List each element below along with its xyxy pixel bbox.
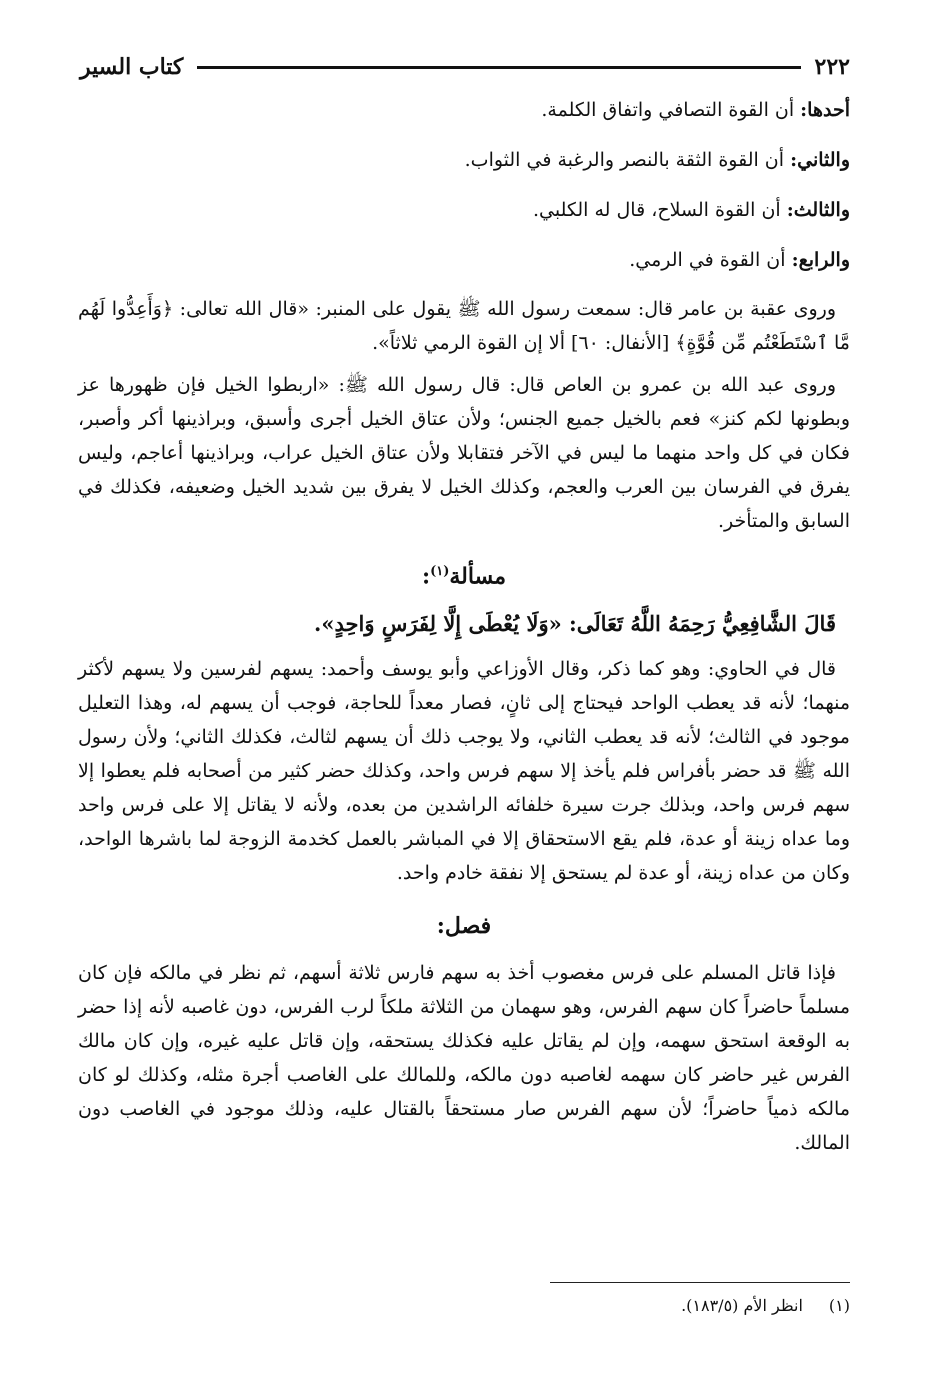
hawi-paragraph: قال في الحاوي: وهو كما ذكر، وقال الأوزاعي وأبو يوسف وأحمد: يسهم لفرسين ولا يسهم لأكثر منهما؛ لأنه قد يعطب الواحد فيحتاج إلى ثانٍ، فصار معداً للحاجة، فوجب أن يسهم له، وهذا التعليل موجود في الثالث؛ لأنه قد يعطب الثاني، ولا يوجب ذلك أن يسهم لثالث، فكذلك الثاني؛ ولأن رسول الله ﷺ قد حضر بأفراس فلم يأخذ إلا سهم فرس واحد، وكذلك حضر كثير من أصحابه فلم يعطوا إلا سهم فرس واحد، وبذلك جرت سيرة خلفائه الراشدين من بعده، ولأنه لا يقاتل إلا على فرس واحد وما عداه زينة أو عدة، فلم يقع الاستحقاق إلا في المباشر بالعمل كخدمة الزوجة لما باشرها الواحد، وكان من عداه زينة، أو عدة لم يستحق إلا نفقة خادم واحد. [78, 658, 850, 885]
opinion-label: والثالث: [786, 199, 850, 221]
masala-colon: : [421, 563, 431, 590]
opinion-second [78, 142, 850, 178]
page-body [78, 92, 850, 1168]
fasl-heading: فصل: [436, 913, 492, 940]
book-title: كتاب السير [80, 54, 184, 80]
shafii-statement: قَالَ الشَّافِعِيُّ رَحِمَهُ اللَّهُ تَعَالَى: «وَلَا يُعْطَى إِلَّا لِفَرَسٍ وَاحِدٍ». [314, 611, 836, 637]
footnote-number: (١) [828, 1296, 850, 1315]
page-header [80, 52, 850, 82]
masala-heading [78, 554, 850, 594]
opinion-text: أن القوة في الرمي. [629, 249, 792, 271]
hadith-abdullah-paragraph: وروى عبد الله بن عمرو بن العاص قال: قال رسول الله ﷺ: «اربطوا الخيل فإن ظهورها عز وبطونها لكم كنز» فعم بالخيل جميع الجنس؛ ولأن عتاق الخيل أجرى وأسبق، وبراذينها أكر وأصبر، فكان في كل واحد منهما ما ليس في الآخر فتقابلا ولأن عتاق الخيل عراب، وبراذينها أعاجم، وليس يفرق في الفرسان بين العرب والعجم، وكذلك الخيل لا يفرق بين شديد الخيل وضعيفه، فكذلك في السابق والمتأخر. [78, 374, 850, 532]
opinion-third [78, 192, 850, 228]
opinion-label: والثاني: [790, 149, 850, 171]
opinion-text: أن القوة الثقة بالنصر والرغبة في الثواب. [464, 149, 791, 171]
fasl-paragraph: فإذا قاتل المسلم على فرس مغصوب أخذ به سهم فارس ثلاثة أسهم، ثم نظر في مالكه فإن كان مسلماً حاضراً كان سهم الفرس، وهو سهمان من الثلاثة ملكاً لرب الفرس، دون غاصبه لأنه إذا حضر به الوقعة استحق سهمه، وإن لم يقاتل عليه فكذلك يستحقه، وإن قاتل عليه غيره، وإن كان مالك الفرس غير حاضر كان سهمه لغاصبه دون مالكه، وللمالك على الغاصب أجرة مثله، وكذلك لو كان مالكه ذمياً حاضراً؛ لأن سهم الفرس صار مستحقاً بالقتال عليه، وذلك موجود في الغاصب دون المالك. [78, 962, 850, 1155]
footnote-marker: (١) [430, 564, 450, 579]
masala-title: مسألة [449, 563, 507, 590]
hadith-uqba-paragraph: وروى عقبة بن عامر قال: سمعت رسول الله ﷺ يقول على المنبر: «قال الله تعالى: ﴿وَأَعِدُّوا لَهُم مَّا ٱسْتَطَعْتُم مِّن قُوَّةٍ﴾ [الأنفال: ٦٠] ألا إن القوة الرمي ثلاثاً». [78, 298, 850, 354]
footnote [681, 1296, 850, 1315]
opinion-label: والرابع: [791, 249, 850, 271]
opinion-fourth [78, 242, 850, 278]
page-number: ٢٢٢ [814, 54, 850, 80]
footnote-divider [550, 1282, 850, 1283]
opinion-text: أن القوة السلاح، قال له الكلبي. [532, 199, 787, 221]
opinion-text: أن القوة التصافي واتفاق الكلمة. [541, 99, 801, 121]
footnote-text: انظر الأم (١٨٣/٥). [681, 1296, 803, 1315]
opinion-first [78, 92, 850, 128]
header-rule [197, 66, 800, 69]
opinion-label: أحدها: [800, 99, 850, 121]
